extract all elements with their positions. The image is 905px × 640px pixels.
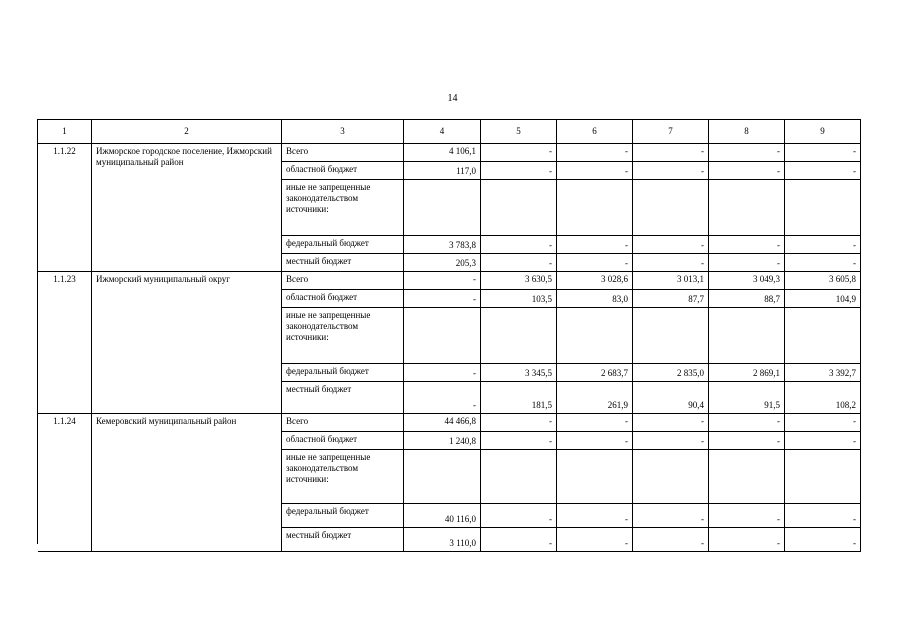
value-cell: - xyxy=(557,432,633,450)
value-cell: 4 106,1 xyxy=(404,144,481,162)
value-cell: - xyxy=(785,504,861,528)
value-cell: 103,5 xyxy=(481,290,557,308)
value-cell: 261,9 xyxy=(557,382,633,414)
value-cell: 3 013,1 xyxy=(633,272,709,290)
row-label: Всего xyxy=(282,414,404,432)
value-cell: 88,7 xyxy=(709,290,785,308)
value-cell: 108,2 xyxy=(785,382,861,414)
value-cell: - xyxy=(481,236,557,254)
value-cell xyxy=(709,308,785,364)
value-cell: - xyxy=(633,414,709,432)
value-cell: 44 466,8 xyxy=(404,414,481,432)
value-cell: 87,7 xyxy=(633,290,709,308)
value-cell: - xyxy=(481,432,557,450)
section-code: 1.1.22 xyxy=(38,144,92,272)
row-label: Всего xyxy=(282,144,404,162)
value-cell xyxy=(633,308,709,364)
value-cell: 90,4 xyxy=(633,382,709,414)
value-cell: - xyxy=(481,254,557,272)
row-label: иные не запрещенные законодательством источники: xyxy=(282,180,404,236)
value-cell: - xyxy=(633,236,709,254)
value-cell xyxy=(633,180,709,236)
value-cell: - xyxy=(404,272,481,290)
value-cell xyxy=(404,180,481,236)
value-cell: 3 630,5 xyxy=(481,272,557,290)
value-cell: - xyxy=(785,528,861,552)
value-cell: - xyxy=(481,504,557,528)
value-cell: 2 835,0 xyxy=(633,364,709,382)
value-cell: 3 605,8 xyxy=(785,272,861,290)
value-cell xyxy=(481,450,557,504)
value-cell: - xyxy=(481,144,557,162)
value-cell: 117,0 xyxy=(404,162,481,180)
value-cell: - xyxy=(785,254,861,272)
section-name: Ижморский муниципальный округ xyxy=(92,272,282,414)
value-cell: - xyxy=(557,144,633,162)
value-cell: - xyxy=(633,162,709,180)
value-cell xyxy=(404,450,481,504)
page-number: 14 xyxy=(447,93,458,104)
row-label: федеральный бюджет xyxy=(282,236,404,254)
value-cell: 104,9 xyxy=(785,290,861,308)
value-cell: - xyxy=(709,504,785,528)
value-cell xyxy=(557,180,633,236)
value-cell: 3 110,0 xyxy=(404,528,481,552)
value-cell: 2 869,1 xyxy=(709,364,785,382)
header-cell: 4 xyxy=(404,120,481,144)
value-cell: 205,3 xyxy=(404,254,481,272)
header-cell: 9 xyxy=(785,120,861,144)
section-name: Ижморское городское поселение, Ижморский муниципальный район xyxy=(92,144,282,272)
row-label: местный бюджет xyxy=(282,382,404,414)
row-label: федеральный бюджет xyxy=(282,364,404,382)
section-code: 1.1.24 xyxy=(38,414,92,552)
value-cell: - xyxy=(785,432,861,450)
value-cell xyxy=(785,180,861,236)
value-cell: 3 028,6 xyxy=(557,272,633,290)
row-label: иные не запрещенные законодательством источники: xyxy=(282,308,404,364)
value-cell: - xyxy=(557,162,633,180)
value-cell: 3 783,8 xyxy=(404,236,481,254)
row-label: федеральный бюджет xyxy=(282,504,404,528)
value-cell: - xyxy=(785,144,861,162)
value-cell: - xyxy=(481,414,557,432)
value-cell: - xyxy=(633,144,709,162)
section-name: Кемеровский муниципальный район xyxy=(92,414,282,552)
row-label: иные не запрещенные законодательством источники: xyxy=(282,450,404,504)
value-cell: - xyxy=(633,432,709,450)
value-cell xyxy=(404,308,481,364)
value-cell: - xyxy=(709,236,785,254)
value-cell: - xyxy=(709,528,785,552)
header-cell: 5 xyxy=(481,120,557,144)
value-cell: - xyxy=(481,528,557,552)
value-cell: - xyxy=(709,254,785,272)
value-cell: 1 240,8 xyxy=(404,432,481,450)
value-cell xyxy=(785,308,861,364)
value-cell: - xyxy=(709,414,785,432)
header-cell: 2 xyxy=(92,120,282,144)
value-cell: 2 683,7 xyxy=(557,364,633,382)
value-cell xyxy=(709,180,785,236)
value-cell xyxy=(785,450,861,504)
value-cell: - xyxy=(785,414,861,432)
value-cell: - xyxy=(709,162,785,180)
value-cell: - xyxy=(404,364,481,382)
row-label: областной бюджет xyxy=(282,290,404,308)
value-cell xyxy=(709,450,785,504)
value-cell: - xyxy=(557,414,633,432)
row-label: областной бюджет xyxy=(282,432,404,450)
value-cell: 3 345,5 xyxy=(481,364,557,382)
value-cell: 91,5 xyxy=(709,382,785,414)
value-cell xyxy=(557,450,633,504)
row-label: местный бюджет xyxy=(282,528,404,552)
value-cell: - xyxy=(557,254,633,272)
row-label: областной бюджет xyxy=(282,162,404,180)
section-code: 1.1.23 xyxy=(38,272,92,414)
value-cell: - xyxy=(709,432,785,450)
value-cell: - xyxy=(557,528,633,552)
header-cell: 8 xyxy=(709,120,785,144)
value-cell: - xyxy=(633,528,709,552)
header-cell: 3 xyxy=(282,120,404,144)
value-cell: 3 392,7 xyxy=(785,364,861,382)
row-label: Всего xyxy=(282,272,404,290)
value-cell xyxy=(557,308,633,364)
value-cell: - xyxy=(633,504,709,528)
value-cell: - xyxy=(404,382,481,414)
value-cell: - xyxy=(785,236,861,254)
value-cell: - xyxy=(404,290,481,308)
value-cell: - xyxy=(557,504,633,528)
value-cell: - xyxy=(709,144,785,162)
header-cell: 1 xyxy=(38,120,92,144)
budget-table xyxy=(37,119,861,548)
value-cell: 40 116,0 xyxy=(404,504,481,528)
value-cell: 83,0 xyxy=(557,290,633,308)
row-label: местный бюджет xyxy=(282,254,404,272)
value-cell xyxy=(633,450,709,504)
value-cell: 3 049,3 xyxy=(709,272,785,290)
value-cell: - xyxy=(785,162,861,180)
value-cell: - xyxy=(481,162,557,180)
header-cell: 6 xyxy=(557,120,633,144)
value-cell xyxy=(481,180,557,236)
header-cell: 7 xyxy=(633,120,709,144)
value-cell xyxy=(481,308,557,364)
value-cell: - xyxy=(633,254,709,272)
value-cell: 181,5 xyxy=(481,382,557,414)
value-cell: - xyxy=(557,236,633,254)
